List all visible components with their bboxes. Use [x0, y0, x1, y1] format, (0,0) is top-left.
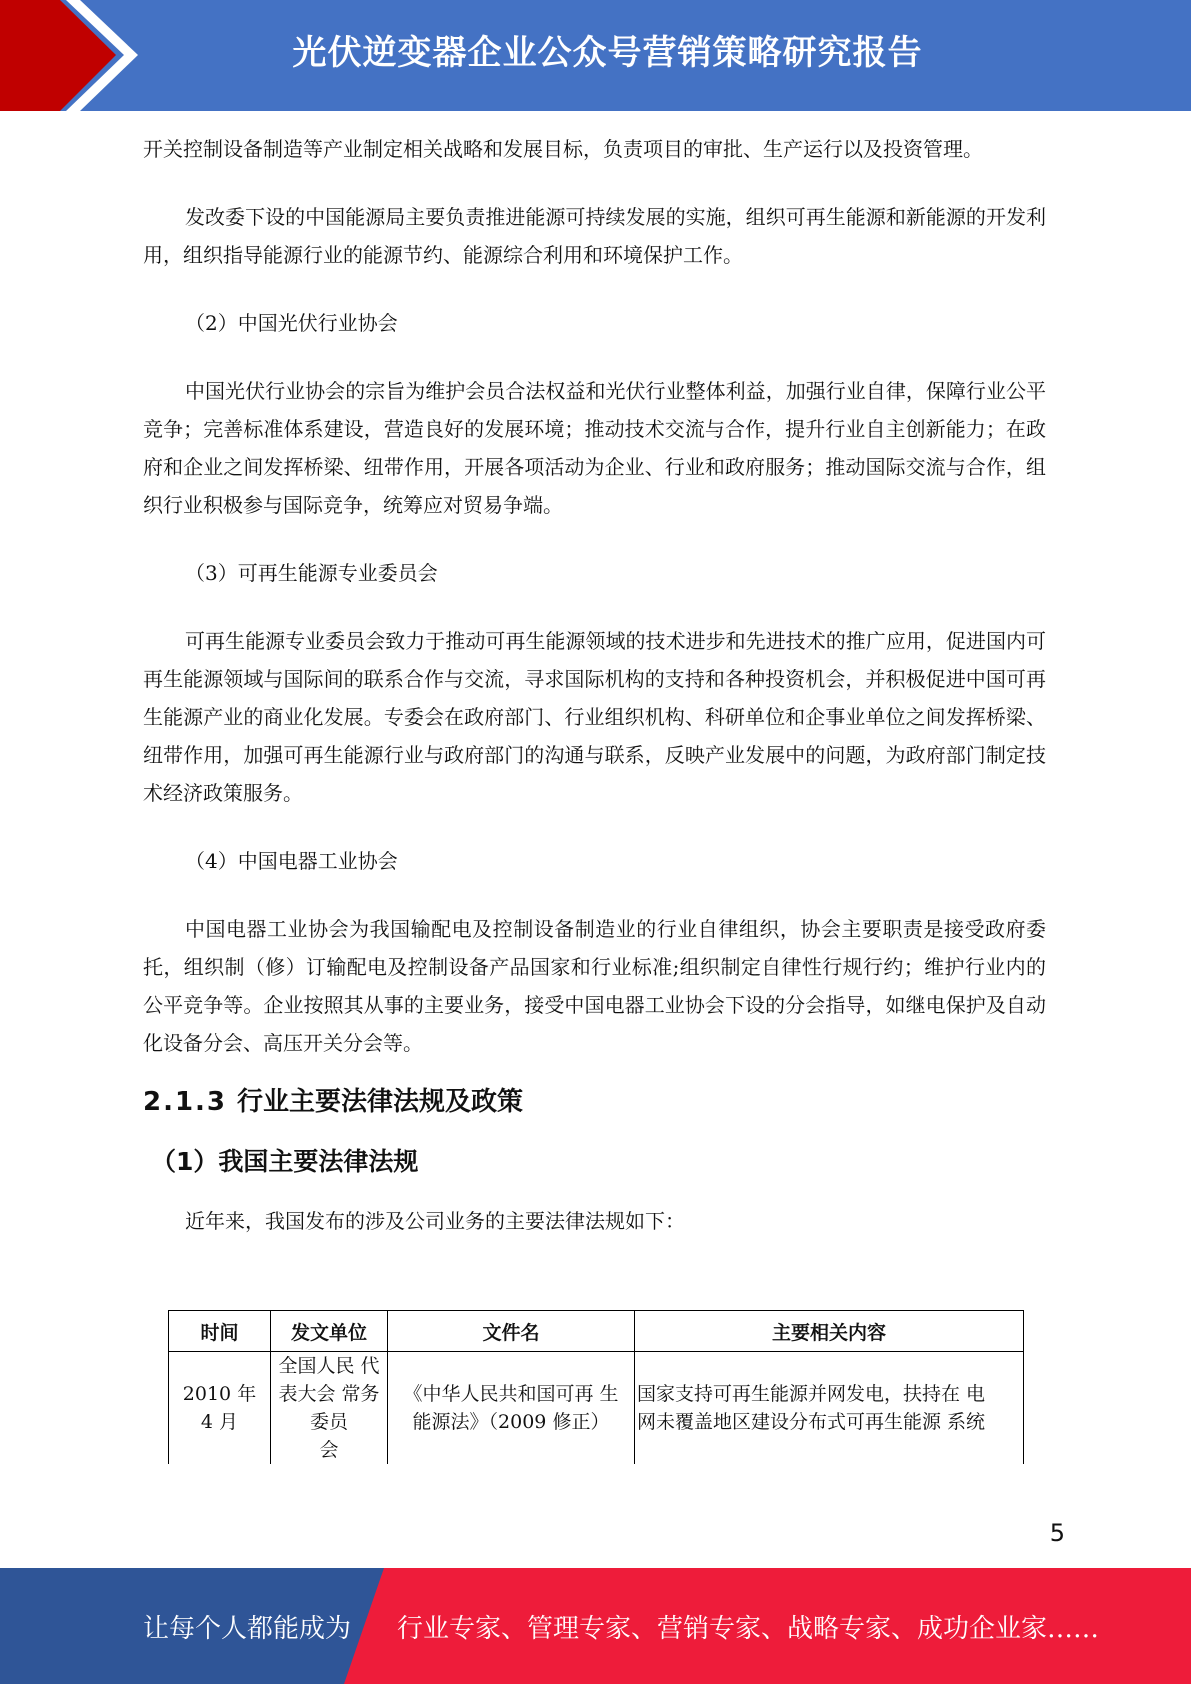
cell-line: 会	[319, 1439, 339, 1461]
table-header-cell: 发文单位	[271, 1311, 388, 1352]
table-header-cell: 主要相关内容	[635, 1311, 1024, 1352]
table-header-cell: 文件名	[388, 1311, 635, 1352]
paragraph: 可再生能源专业委员会致力于推动可再生能源领域的技术进步和先进技术的推广应用，促进国内可再生能源领域与国际间的联系合作与交流，寻求国际机构的支持和各种投资机会，并积极促进中国可再生能源产业的商业化发展。专委会在政府部门、行业组织机构、科研单位和企事业单位之间发挥桥梁、纽带作用，加强可再生能源行业与政府部门的沟通与联系，反映产业发展中的问题，为政府部门制定技术经济政策服务。	[143, 629, 1046, 805]
header-arrow-decoration	[0, 0, 150, 111]
cell-line: 2010 年	[182, 1383, 257, 1405]
document-body	[143, 130, 1046, 1240]
list-heading: （2）中国光伏行业协会	[185, 311, 398, 335]
table-intro: 近年来，我国发布的涉及公司业务的主要法律法规如下：	[185, 1209, 685, 1233]
paragraph: 开关控制设备制造等产业制定相关战略和发展目标，负责项目的审批、生产运行以及投资管理。	[143, 137, 983, 161]
report-title: 光伏逆变器企业公众号营销策略研究报告	[292, 33, 923, 73]
table-cell-issuer	[271, 1352, 388, 1465]
cell-line: 委员	[309, 1411, 348, 1433]
cell-line: 表大会 常务	[278, 1383, 380, 1405]
cell-line: 网未覆盖地区建设分布式可再生能源 系统	[637, 1411, 986, 1433]
page-header	[0, 0, 1191, 111]
table-header-cell: 时间	[169, 1311, 271, 1352]
cell-line: 国家支持可再生能源并网发电，扶持在 电	[637, 1383, 986, 1405]
paragraph: 中国光伏行业协会的宗旨为维护会员合法权益和光伏行业整体利益，加强行业自律，保障行业公平竞争；完善标准体系建设，营造良好的发展环境；推动技术交流与合作，提升行业自主创新能力；在政府和企业之间发挥桥梁、纽带作用，开展各项活动为企业、行业和政府服务；推动国际交流与合作，组织行业积极参与国际竞争，统筹应对贸易争端。	[143, 379, 1046, 517]
cell-line: 《中华人民共和国可再 生	[403, 1383, 619, 1405]
section-heading	[143, 1082, 1046, 1122]
list-heading: （3）可再生能源专业委员会	[185, 561, 438, 585]
subsection-heading: （1）我国主要法律法规	[151, 1147, 419, 1176]
table-row	[169, 1352, 1024, 1465]
laws-table	[168, 1310, 1024, 1464]
list-heading: （4）中国电器工业协会	[185, 849, 398, 873]
footer-slogan-right: 行业专家、管理专家、营销专家、战略专家、成功企业家……	[397, 1614, 1100, 1644]
cell-line: 4 月	[200, 1411, 239, 1433]
paragraph: 中国电器工业协会为我国输配电及控制设备制造业的行业自律组织，协会主要职责是接受政府委托，组织制（修）订输配电及控制设备产品国家和行业标准;组织制定自律性行规行约；维护行业内的公平竞争等。企业按照其从事的主要业务，接受中国电器工业协会下设的分会指导，如继电保护及自动化设备分会、高压开关分会等。	[143, 917, 1046, 1055]
cell-line: 全国人民 代	[278, 1355, 380, 1377]
table-cell-document	[388, 1352, 635, 1465]
section-title: 行业主要法律法规及政策	[237, 1087, 524, 1117]
cell-line: 能源法》（2009 修正）	[412, 1411, 610, 1433]
footer-slogan-left: 让每个人都能成为	[143, 1614, 352, 1644]
table-cell-time	[169, 1352, 271, 1465]
table-header-row	[169, 1311, 1024, 1352]
table-cell-content	[635, 1352, 1024, 1465]
paragraph: 发改委下设的中国能源局主要负责推进能源可持续发展的实施，组织可再生能源和新能源的开发利用，组织指导能源行业的能源节约、能源综合利用和环境保护工作。	[143, 205, 1046, 267]
section-number: 2.1.3	[143, 1087, 228, 1117]
page-footer	[0, 1568, 1191, 1684]
page-number: 5	[1049, 1519, 1065, 1547]
